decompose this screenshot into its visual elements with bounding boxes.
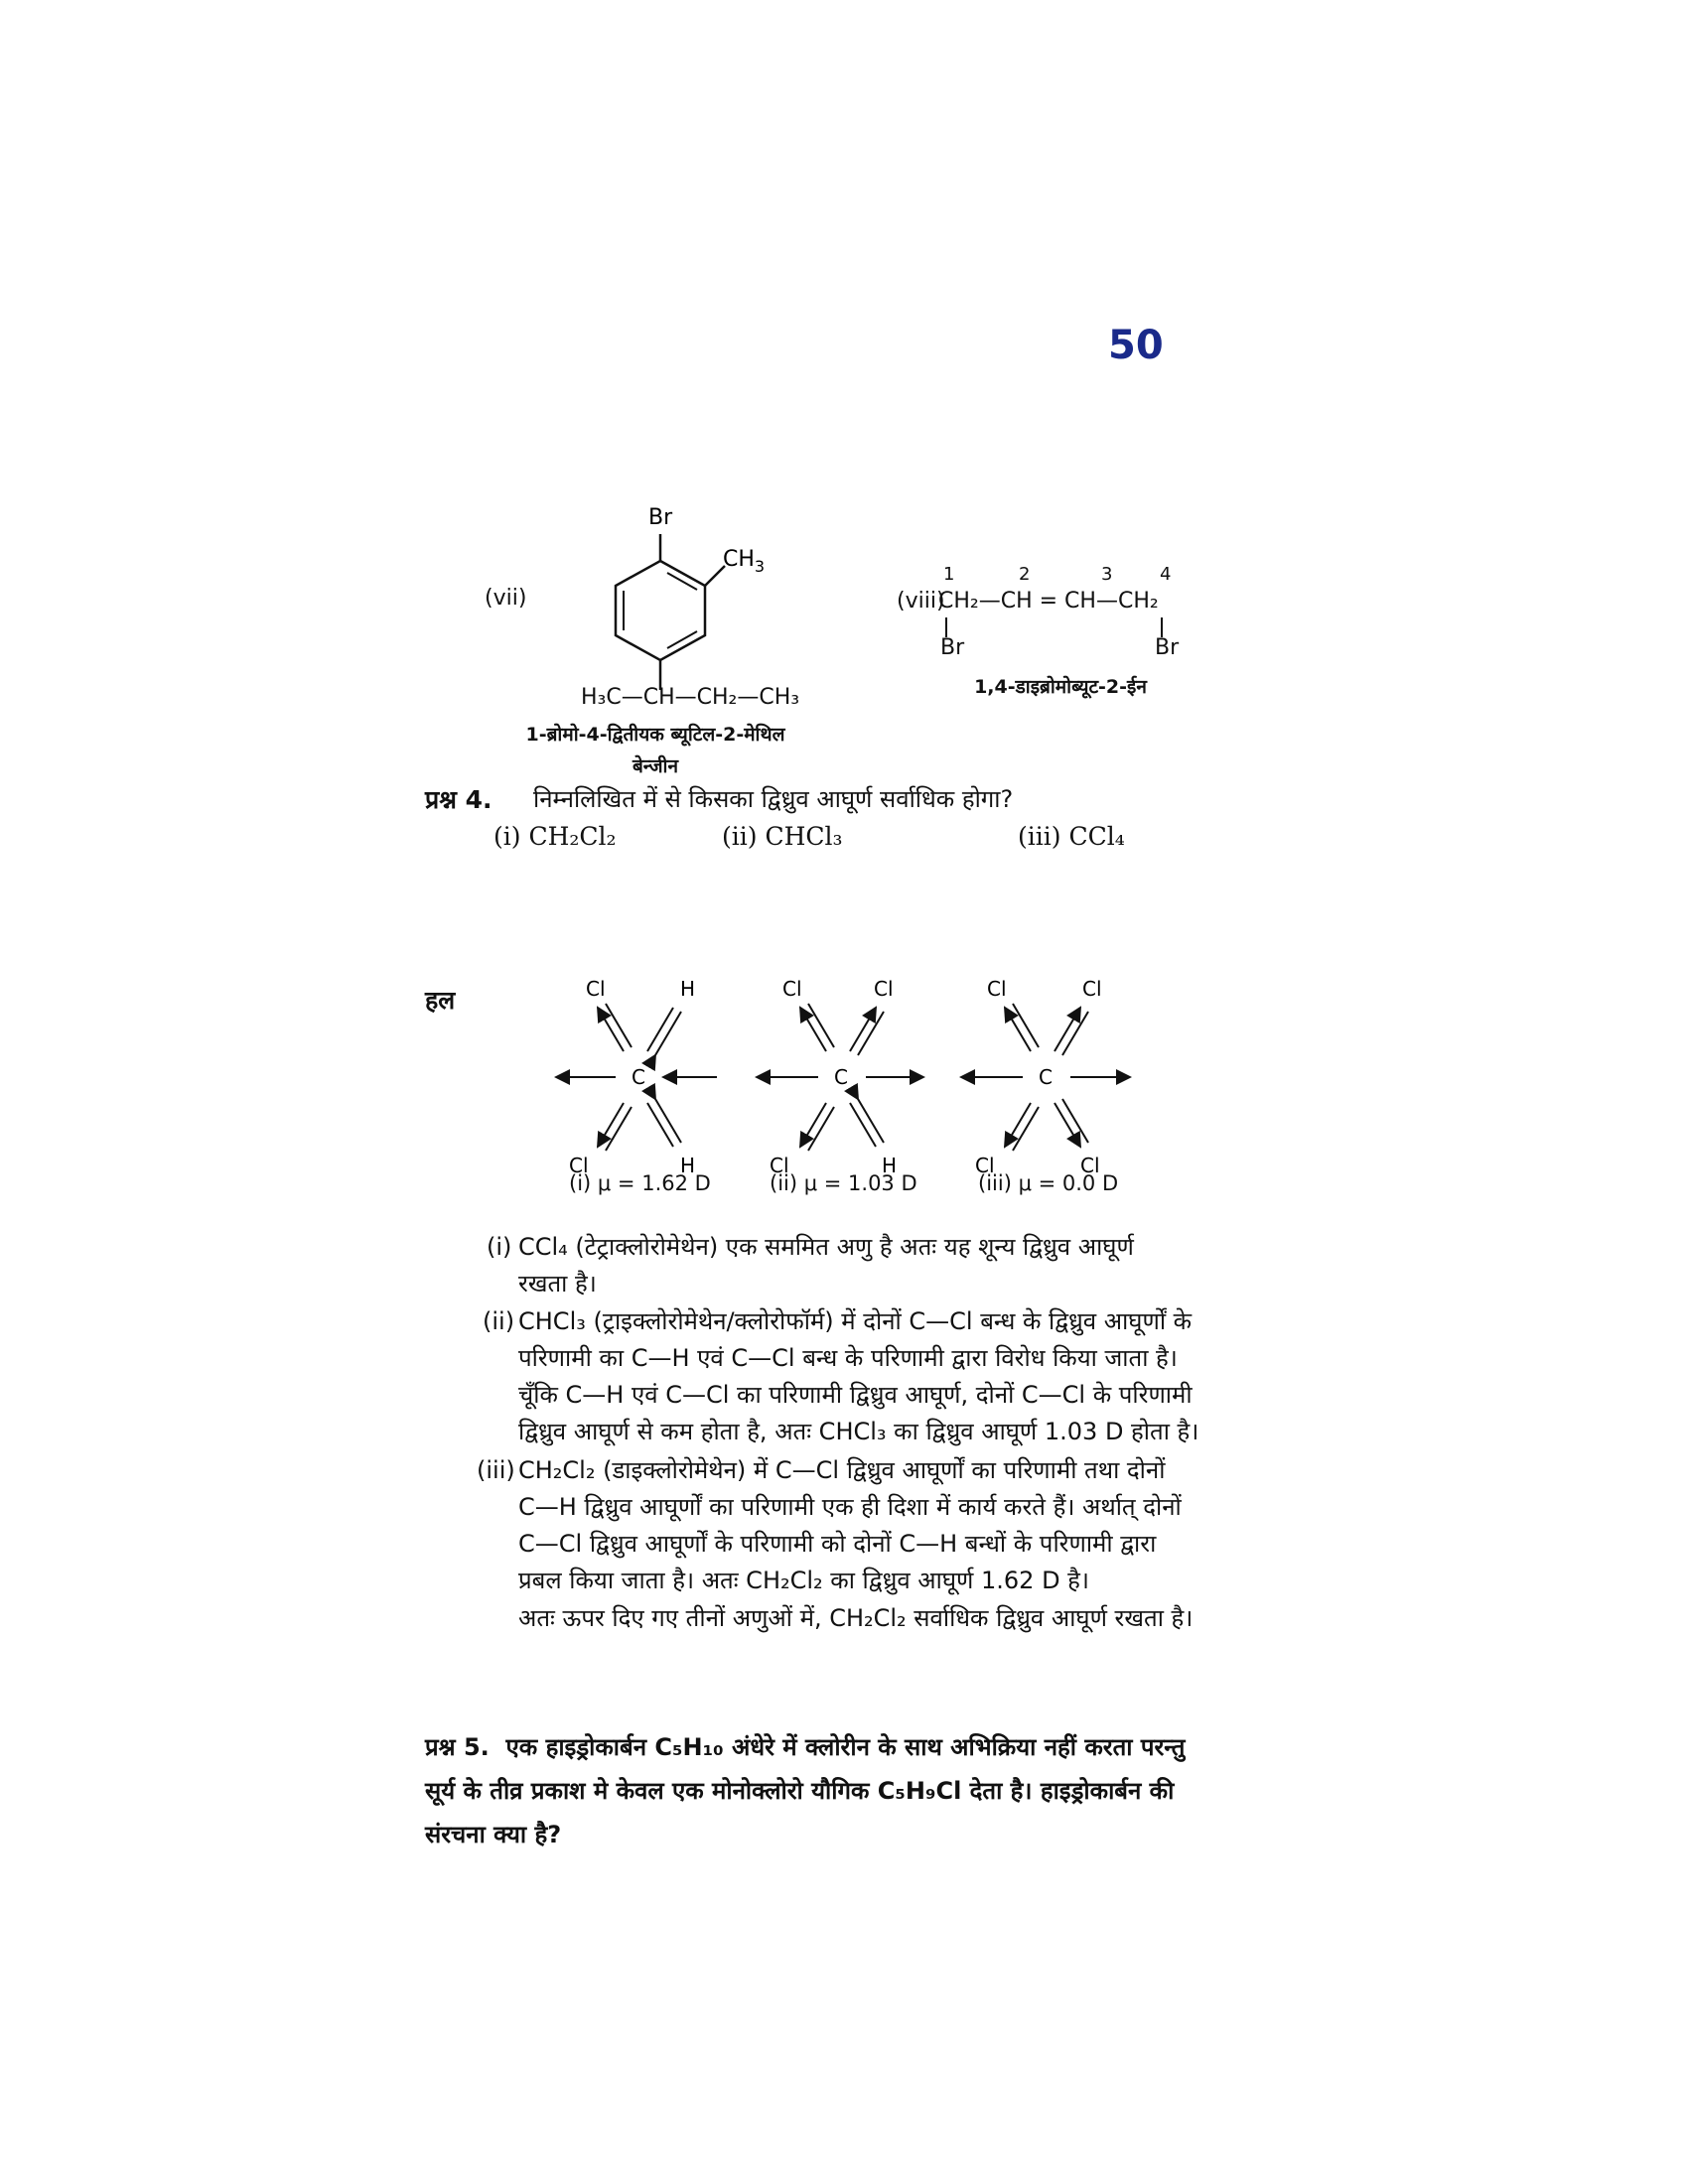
viii-br-right: Br [1155,635,1180,660]
molecule-chcl3 [757,978,923,1177]
viii-br-left: Br [940,635,965,660]
solution-label: हल [425,986,456,1015]
benzene-ring [616,561,705,660]
svg-text:Cl: Cl [987,978,1007,1001]
svg-text:C: C [834,1065,848,1089]
structure-vii-label: (vii) [485,586,527,611]
point-2-line-4: द्विध्रुव आघूर्ण से कम होता है, अतः CHCl₃ का द्विध्रुव आघूर्ण 1.03 D होता है। [518,1418,1199,1445]
point-2-line-2: परिणामी का C—H एवं C—Cl बन्ध के परिणामी द्वारा विरोध किया जाता है। [518,1344,1178,1372]
point-1-line-1: CCl₄ (टेट्राक्लोरोमेथेन) एक सममित अणु है अतः यह शून्य द्विध्रुव आघूर्ण [518,1233,1134,1261]
viii-bonds [938,615,1177,645]
svg-text:C: C [632,1065,645,1089]
question4-option-3: (iii) CCl₄ [1018,822,1125,851]
solution-conclusion: अतः ऊपर दिए गए तीनों अणुओं में, CH₂Cl₂ सर्वाधिक द्विध्रुव आघूर्ण रखता है। [518,1604,1194,1632]
question5-line-1-text: एक हाइड्रोकार्बन C₅H₁₀ अंधेरे में क्लोरीन के साथ अभिक्रिया नहीं करता परन्तु [505,1733,1186,1761]
viii-name: 1,4-डाइब्रोमोब्यूट-2-ईन [974,676,1147,698]
question5-block [425,1725,1279,1856]
svg-text:H: H [680,1154,696,1177]
svg-text:Cl: Cl [770,1154,789,1177]
point-1-text [518,1229,1273,1302]
question4-label: प्रश्न 4. [425,785,492,814]
point-3-line-3: C—Cl द्विध्रुव आघूर्णों के परिणामी को दोनों C—H बन्धों के परिणामी द्वारा [518,1530,1157,1558]
svg-text:Cl: Cl [586,978,606,1001]
point-3-line-2: C—H द्विध्रुव आघूर्णों का परिणामी एक ही दिशा में कार्य करते हैं। अर्थात् दोनों [518,1493,1182,1521]
svg-text:Cl: Cl [782,978,802,1001]
question5-label: प्रश्न 5. [425,1733,490,1761]
question5-line-2: सूर्य के तीव्र प्रकाश मे केवल एक मोनोक्लोरो यौगिक C₅H₉Cl देता है। हाइड्रोकार्बन की [425,1777,1175,1805]
molecule-ccl4 [961,978,1130,1177]
point-2-line-3: चूँकि C—H एवं C—Cl का परिणामी द्विध्रुव आघूर्ण, दोनों C—Cl के परिणामी [518,1381,1193,1409]
vii-name-line2: बेन्जीन [632,755,679,777]
vii-ch3-label: $CH_3$ [723,547,766,576]
svg-text:H: H [882,1154,898,1177]
svg-text:Cl: Cl [1082,978,1102,1001]
svg-text:H: H [680,978,696,1001]
question4-text: निम्नलिखित में से किसका द्विध्रुव आघूर्ण सर्वाधिक होगा? [533,785,1014,813]
question5-line-3: संरचना क्या है? [425,1821,562,1848]
viii-formula: CH₂—CH = CH—CH₂ [938,589,1159,614]
svg-text:Cl: Cl [1080,1154,1100,1177]
vii-br-label: Br [648,505,673,530]
question4-option-2: (ii) CHCl₃ [722,822,843,851]
svg-text:Cl: Cl [874,978,894,1001]
question5-line-1 [425,1725,1279,1769]
point-2-text [518,1303,1273,1450]
point-3-marker: (iii) [477,1456,515,1484]
point-1-line-2: रखता है। [518,1270,597,1297]
structure-viii-label: (viii) [897,589,945,614]
point-3-text [518,1452,1273,1599]
svg-text:Cl: Cl [569,1154,589,1177]
molecule-3-caption: (iii) μ = 0.0 D [978,1171,1119,1195]
svg-text:Cl: Cl [975,1154,995,1177]
molecule-2-caption: (ii) μ = 1.03 D [770,1171,917,1195]
svg-text:C: C [1039,1065,1053,1089]
point-2-marker: (ii) [483,1307,515,1335]
point-3-line-1: CH₂Cl₂ (डाइक्लोरोमेथेन) में C—Cl द्विध्रुव आघूर्णों का परिणामी तथा दोनों [518,1456,1166,1484]
point-1-marker: (i) [487,1233,512,1261]
question4-option-1: (i) CH₂Cl₂ [493,822,617,851]
point-2-line-1: CHCl₃ (ट्राइक्लोरोमेथेन/क्लोरोफॉर्म) में दोनों C—Cl बन्ध के द्विध्रुव आघूर्णों के [518,1307,1193,1335]
dipole-diagrams [536,978,1152,1196]
molecule-1-caption: (i) μ = 1.62 D [569,1171,711,1195]
page-number: 50 [1108,323,1164,368]
vii-sidechain: H₃C—CH—CH₂—CH₃ [581,685,800,710]
point-3-line-4: प्रबल किया जाता है। अतः CH₂Cl₂ का द्विध्रुव आघूर्ण 1.62 D है। [518,1567,1090,1594]
molecule-ch2cl2 [556,978,717,1177]
vii-name-line1: 1-ब्रोमो-4-द्वितीयक ब्यूटिल-2-मेथिल [525,724,785,746]
